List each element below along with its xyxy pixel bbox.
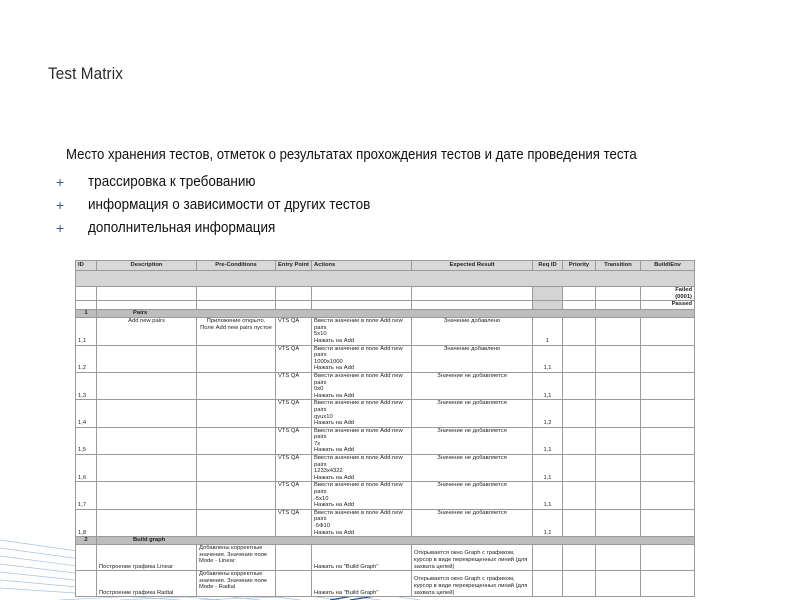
cell-expected: Значение не добавляется: [412, 400, 533, 427]
cell-priority: [563, 427, 596, 454]
cell: [563, 287, 596, 301]
cell-actions: [312, 372, 412, 399]
action-line: -5Ф10: [314, 523, 331, 529]
cell-description: [97, 482, 197, 509]
cell-build-env: [641, 482, 695, 509]
column-header-id: ID: [76, 261, 97, 271]
cell: [596, 301, 641, 310]
column-header-expected: Expected Result: [412, 261, 533, 271]
action-line: 7x: [314, 440, 321, 447]
bullet-text: дополнительная информация: [88, 219, 276, 236]
cell-req-id: 1,2: [533, 400, 563, 427]
cell-expected: Значение не добавляется: [412, 509, 533, 536]
cell-preconditions: [197, 427, 276, 454]
table-row: [76, 427, 695, 454]
cell-id: 1,1: [76, 318, 97, 345]
cell-description: Построение графика Radial: [97, 571, 197, 597]
cell-actions: Нажать на "Build Graph": [312, 571, 412, 597]
bullet-item: [56, 170, 402, 193]
cell-transition: [596, 482, 641, 509]
table-row: [76, 318, 695, 345]
cell-build-env: [641, 427, 695, 454]
cell-id: [76, 545, 97, 571]
cell-req-id: 1,1: [533, 345, 563, 372]
group-id: 1: [76, 310, 97, 318]
cell-priority: [563, 318, 596, 345]
cell-id: 1,8: [76, 509, 97, 536]
cell-description: [97, 400, 197, 427]
table-row: [76, 345, 695, 372]
cell-expected: Значение не добавляется: [412, 372, 533, 399]
column-header-build-env: Build\Env: [641, 261, 695, 271]
action-line: Нажать на Add: [314, 474, 355, 481]
cell-id: 1,3: [76, 372, 97, 399]
cell-expected: Значение не добавляется: [412, 482, 533, 509]
cell-build-env: [641, 345, 695, 372]
action-line: Ввести значение в поле Add new pairs: [314, 509, 403, 523]
cell-req-id: 1,1: [533, 427, 563, 454]
cell-req-id: 1,1: [533, 509, 563, 536]
cell-req-id: 1,1: [533, 455, 563, 482]
action-line: Ввести значение в поле Add new pairs: [314, 455, 403, 468]
cell-preconditions: Приложение открыто. Поле Add new pairs пустое: [197, 318, 276, 345]
group-name: Build graph: [97, 537, 695, 545]
status-row: [76, 287, 695, 301]
cell-entry-point: VTS QA: [276, 400, 312, 427]
cell-id: 1,2: [76, 345, 97, 372]
cell-preconditions: [197, 372, 276, 399]
action-line: Нажать на Add: [314, 529, 355, 536]
cell-description: [97, 455, 197, 482]
cell: [197, 287, 276, 301]
cell: [312, 287, 412, 301]
cell: [97, 301, 197, 310]
cell-actions: [312, 455, 412, 482]
cell-entry-point: VTS QA: [276, 318, 312, 345]
cell-build-env: [641, 400, 695, 427]
table-header-row: [76, 261, 695, 271]
cell-transition: [596, 345, 641, 372]
cell-entry-point: [276, 571, 312, 597]
cell-entry-point: VTS QA: [276, 372, 312, 399]
table-row: [76, 482, 695, 509]
action-line: Нажать на Add: [314, 337, 355, 344]
cell-priority: [563, 509, 596, 536]
cell: [276, 301, 312, 310]
cell-build-env: [641, 509, 695, 536]
plus-icon: +: [56, 219, 65, 236]
cell-preconditions: [197, 455, 276, 482]
cell-description: [97, 372, 197, 399]
cell-build-env: [641, 318, 695, 345]
cell-expected: Значение не добавляется: [412, 455, 533, 482]
action-line: Ввести значение в поле Add new pairs: [314, 318, 403, 331]
slide-title: Test Matrix: [48, 64, 123, 83]
cell-actions: [312, 345, 412, 372]
bullet-item: [56, 216, 402, 239]
bullet-item: [56, 193, 402, 216]
action-line: Ввести значение в поле Add new pairs: [314, 400, 403, 413]
action-line: Нажать на Add: [314, 502, 355, 509]
cell-preconditions: [197, 345, 276, 372]
cell-description: [97, 509, 197, 536]
cell: [276, 287, 312, 301]
cell: [76, 287, 97, 301]
cell-req-id: [533, 545, 563, 571]
group-id: 2: [76, 537, 97, 545]
table-row: [76, 400, 695, 427]
cell: [412, 301, 533, 310]
cell: [97, 287, 197, 301]
cell-preconditions: [197, 482, 276, 509]
table-row: [76, 455, 695, 482]
cell-expected: Открывается окно Graph с графиком, курсор в виде перекрещенных линий (для захвата целей): [412, 545, 533, 571]
cell-actions: [312, 509, 412, 536]
cell-actions: [312, 482, 412, 509]
blank-cell: [76, 271, 695, 287]
cell-transition: [596, 318, 641, 345]
cell-entry-point: VTS QA: [276, 509, 312, 536]
cell: [533, 301, 563, 310]
cell-expected: Значение добавлено: [412, 318, 533, 345]
action-line: Ввести значение в поле Add new pairs: [314, 372, 403, 386]
cell-actions: Нажать на "Build Graph": [312, 545, 412, 571]
action-line: qyux10: [314, 413, 333, 420]
cell-transition: [596, 400, 641, 427]
cell-transition: [596, 545, 641, 571]
cell-priority: [563, 400, 596, 427]
cell-id: 1,6: [76, 455, 97, 482]
cell-description: Построение графика Linear: [97, 545, 197, 571]
cell-transition: [596, 372, 641, 399]
action-line: Нажать на Add: [314, 420, 355, 427]
cell-build-env: [641, 571, 695, 597]
cell-priority: [563, 455, 596, 482]
cell-entry-point: [276, 545, 312, 571]
cell-priority: [563, 571, 596, 597]
test-matrix-table: [75, 260, 695, 597]
cell-actions: [312, 427, 412, 454]
cell-build-env: [641, 455, 695, 482]
status-failed: Failed (0001): [641, 287, 695, 301]
group-row-build-graph: [76, 537, 695, 545]
cell-priority: [563, 545, 596, 571]
cell-id: 1,7: [76, 482, 97, 509]
table-row: [76, 509, 695, 536]
cell-priority: [563, 482, 596, 509]
action-line: Нажать на Add: [314, 365, 355, 372]
cell-description: Add new pairs: [97, 318, 197, 345]
cell-entry-point: VTS QA: [276, 427, 312, 454]
bullet-list: [56, 170, 402, 239]
action-line: Ввести значение в поле Add new pairs: [314, 427, 403, 441]
cell: [563, 301, 596, 310]
plus-icon: +: [56, 196, 65, 213]
intro-text: Место хранения тестов, отметок о результатах прохождения тестов и дате проведения теста: [66, 146, 637, 163]
column-header-req-id: Req ID: [533, 261, 563, 271]
cell-description: [97, 345, 197, 372]
cell-entry-point: VTS QA: [276, 482, 312, 509]
cell-req-id: 1: [533, 318, 563, 345]
status-row: [76, 301, 695, 310]
cell-transition: [596, 571, 641, 597]
action-line: 1000x1000: [314, 358, 343, 365]
cell-preconditions: Добавлены корректные значения. Значение поле Mode - Radial: [197, 571, 276, 597]
bullet-text: информация о зависимости от других тестов: [88, 196, 371, 213]
cell-expected: Открывается окно Graph с графиком, курсор в виде перекрещенных линий (для захвата целей): [412, 571, 533, 597]
cell-build-env: [641, 545, 695, 571]
column-header-actions: Actions: [312, 261, 412, 271]
action-line: 1233x4322: [314, 468, 343, 475]
status-passed: Passed: [641, 301, 695, 310]
cell: [312, 301, 412, 310]
blank-row: [76, 271, 695, 287]
status-failed-code: (0001): [675, 293, 692, 300]
group-name: Pairs: [97, 310, 695, 318]
cell-priority: [563, 372, 596, 399]
cell: [412, 287, 533, 301]
table-row: [76, 545, 695, 571]
cell-expected: Значение добавлено: [412, 345, 533, 372]
cell-transition: [596, 509, 641, 536]
cell-build-env: [641, 372, 695, 399]
cell-preconditions: [197, 400, 276, 427]
cell-req-id: 1,1: [533, 482, 563, 509]
cell-entry-point: VTS QA: [276, 345, 312, 372]
action-line: -5x10: [314, 495, 329, 502]
cell-priority: [563, 345, 596, 372]
action-line: Нажать на Add: [314, 447, 355, 454]
column-header-entry-point: Entry Point: [276, 261, 312, 271]
cell-preconditions: Добавлены корректные значения. Значение поле Mode - Linear: [197, 545, 276, 571]
cell-expected: Значение не добавляется: [412, 427, 533, 454]
cell: [596, 287, 641, 301]
cell: [76, 301, 97, 310]
action-line: 0x0: [314, 386, 324, 393]
cell-actions: [312, 318, 412, 345]
cell-transition: [596, 427, 641, 454]
column-header-priority: Priority: [563, 261, 596, 271]
bullet-text: трассировка к требованию: [88, 173, 256, 190]
table-row: [76, 571, 695, 597]
cell-id: [76, 571, 97, 597]
column-header-description: Description: [97, 261, 197, 271]
action-line: Нажать на Add: [314, 392, 355, 399]
cell-actions: [312, 400, 412, 427]
cell-transition: [596, 455, 641, 482]
action-line: Ввести значение в поле Add new pairs: [314, 482, 403, 496]
action-line: Ввести значение в поле Add new pairs: [314, 345, 403, 359]
cell-req-id: 1,1: [533, 372, 563, 399]
group-row-pairs: [76, 310, 695, 318]
column-header-preconditions: Pre-Conditions: [197, 261, 276, 271]
cell: [197, 301, 276, 310]
cell-id: 1,5: [76, 427, 97, 454]
cell: [533, 287, 563, 301]
cell-preconditions: [197, 509, 276, 536]
action-line: 5x10: [314, 331, 327, 338]
cell-id: 1,4: [76, 400, 97, 427]
plus-icon: +: [56, 173, 65, 190]
cell-entry-point: VTS QA: [276, 455, 312, 482]
column-header-transition: Transition: [596, 261, 641, 271]
cell-req-id: [533, 571, 563, 597]
cell-description: [97, 427, 197, 454]
table-row: [76, 372, 695, 399]
